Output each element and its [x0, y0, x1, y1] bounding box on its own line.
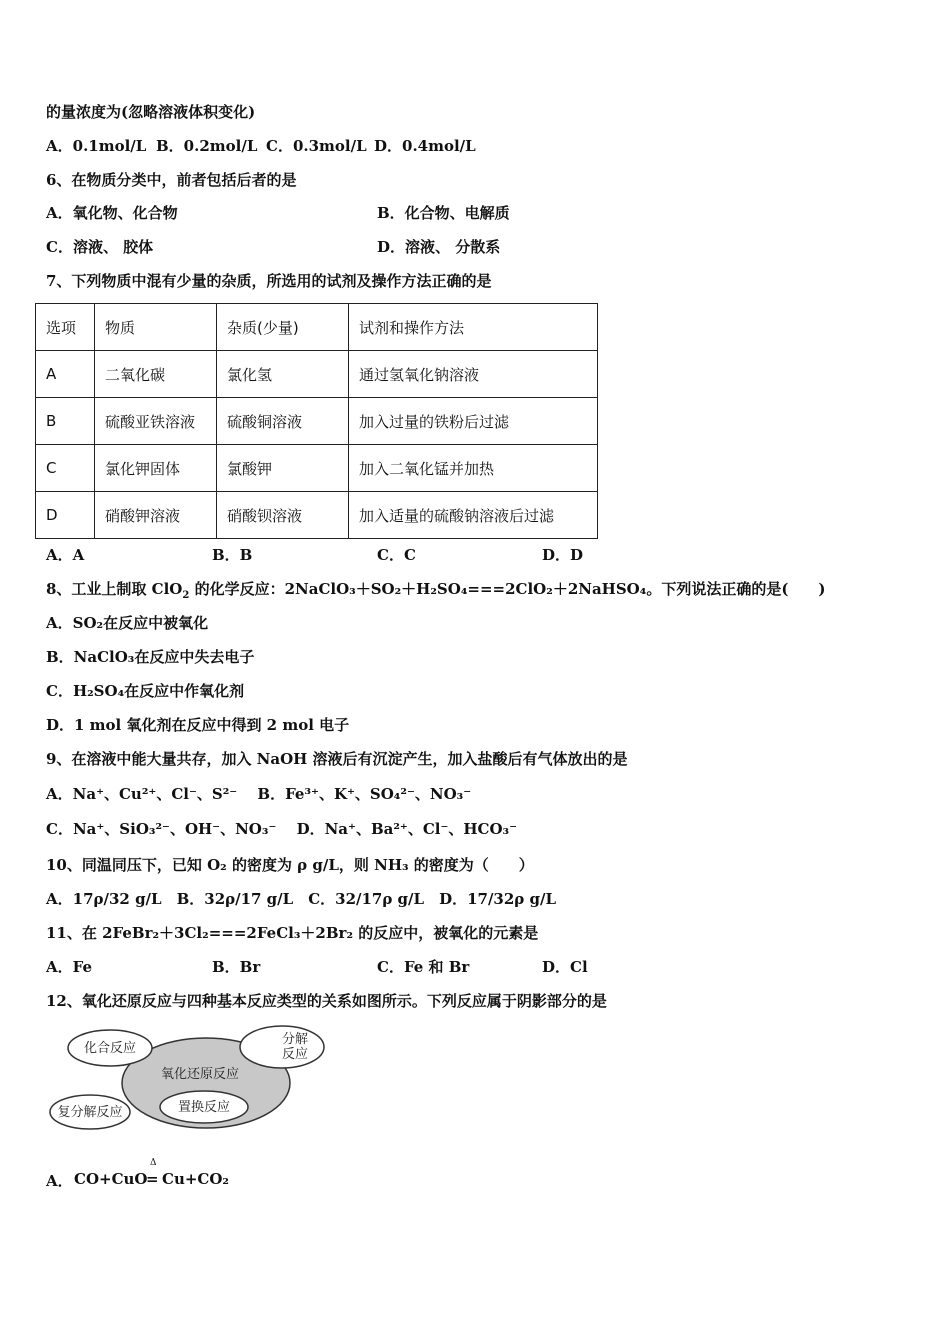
- replacement-label: 置换反应: [177, 1100, 231, 1115]
- table-row: [36, 351, 598, 398]
- table-header-cell: 选项: [36, 304, 95, 351]
- q9-stem: 9、在溶液中能大量共存，加入 NaOH 溶液后有沉淀产生，加入盐酸后有气体放出的是: [46, 750, 628, 768]
- table-cell: D: [36, 492, 95, 539]
- q6-stem: 6、在物质分类中，前者包括后者的是: [46, 171, 297, 189]
- table-header-cell: 试剂和操作方法: [349, 304, 598, 351]
- q11-answer-a: A．Fe: [46, 958, 93, 976]
- q11-stem: 11、在 2FeBr₂＋3Cl₂===2FeCl₃＋2Br₂ 的反应中，被氧化的元素是: [46, 924, 539, 942]
- table-cell: 氯化氢: [217, 351, 349, 398]
- q8-option-a: A．SO₂在反应中被氧化: [46, 614, 209, 632]
- q8-formula-sub: 2: [182, 590, 190, 601]
- table-header-row: [36, 304, 598, 351]
- decomposition-label-1: 分解: [281, 1032, 309, 1047]
- table-cell: 加入过量的铁粉后过滤: [349, 398, 598, 445]
- q11-answer-d: D．Cl: [542, 958, 588, 976]
- heat-condition: Δ: [150, 1158, 157, 1168]
- q10-stem: 10、同温同压下，已知 O₂ 的密度为 ρ g/L，则 NH₃ 的密度为（ ）: [46, 856, 534, 874]
- table-row: [36, 445, 598, 492]
- q8-option-d: D．1 mol 氧化剂在反应中得到 2 mol 电子: [46, 716, 350, 734]
- q7-table: [35, 303, 598, 539]
- q12-stem: 12、氧化还原反应与四种基本反应类型的关系如图所示。下列反应属于阴影部分的是: [46, 992, 607, 1010]
- table-cell: B: [36, 398, 95, 445]
- q8-stem: [46, 579, 826, 599]
- table-cell: 氯酸钾: [217, 445, 349, 492]
- q6-option-b: B．化合物、电解质: [377, 204, 510, 222]
- table-header-cell: 物质: [95, 304, 217, 351]
- q11-answer-c: C．Fe 和 Br: [377, 958, 470, 976]
- q8-prefix: 8、工业上制取: [46, 580, 152, 598]
- q5-option-c: C．0.3mol/L: [266, 137, 367, 155]
- q8-equation: 2NaClO₃＋SO₂＋H₂SO₄===2ClO₂＋2NaHSO₄: [284, 580, 647, 598]
- q12-option-a-reactants: CO+CuO: [74, 1170, 148, 1188]
- q10-options: A．17ρ/32 g/L B．32ρ/17 g/L C．32/17ρ g/L D．17/32ρ g/L: [46, 890, 557, 908]
- q8-formula: ClO: [151, 580, 183, 598]
- q12-option-a-sign: =: [146, 1170, 159, 1188]
- q6-option-d: D．溶液、 分散系: [377, 238, 501, 256]
- q9-options-ab: A．Na⁺、Cu²⁺、Cl⁻、S²⁻ B．Fe³⁺、K⁺、SO₄²⁻、NO₃⁻: [46, 785, 472, 803]
- q7-answer-a: A．A: [46, 546, 85, 564]
- q5-option-b: B．0.2mol/L: [156, 137, 258, 155]
- q5-stem-tail: 的量浓度为(忽略溶液体积变化): [46, 103, 256, 121]
- table-cell: C: [36, 445, 95, 492]
- table-cell: 硫酸铜溶液: [217, 398, 349, 445]
- q12-option-a-products: Cu+CO₂: [162, 1170, 229, 1188]
- table-cell: 硫酸亚铁溶液: [95, 398, 217, 445]
- table-cell: 二氧化碳: [95, 351, 217, 398]
- table-cell: 硝酸钾溶液: [95, 492, 217, 539]
- reaction-venn-diagram: [46, 1025, 336, 1135]
- table-cell: 通过氢氧化钠溶液: [349, 351, 598, 398]
- q8-option-c: C．H₂SO₄在反应中作氧化剂: [46, 682, 245, 700]
- q12-option-a-prefix: A．: [46, 1172, 73, 1190]
- q8-suffix: 。下列说法正确的是( ): [646, 580, 826, 598]
- q11-answer-b: B．Br: [212, 958, 261, 976]
- table-cell: A: [36, 351, 95, 398]
- q9-options-cd: C．Na⁺、SiO₃²⁻、OH⁻、NO₃⁻ D．Na⁺、Ba²⁺、Cl⁻、HCO₃⁻: [46, 820, 518, 838]
- double-decomposition-label: 复分解反应: [57, 1105, 123, 1120]
- table-cell: 硝酸钡溶液: [217, 492, 349, 539]
- table-cell: 加入二氧化锰并加热: [349, 445, 598, 492]
- table-row: [36, 398, 598, 445]
- q8-option-b: B．NaClO₃在反应中失去电子: [46, 648, 255, 666]
- decomposition-label-2: 反应: [281, 1047, 309, 1062]
- q7-answer-c: C．C: [377, 546, 416, 564]
- table-cell: 加入适量的硫酸钠溶液后过滤: [349, 492, 598, 539]
- q5-option-d: D．0.4mol/L: [374, 137, 476, 155]
- q8-mid: 的化学反应：: [189, 580, 285, 598]
- q6-option-a: A．氧化物、化合物: [46, 204, 178, 222]
- combination-label: 化合反应: [83, 1041, 137, 1056]
- table-cell: 氯化钾固体: [95, 445, 217, 492]
- redox-label: 氧化还原反应: [160, 1067, 240, 1082]
- table-row: [36, 492, 598, 539]
- table-header-cell: 杂质(少量): [217, 304, 349, 351]
- q7-stem: 7、下列物质中混有少量的杂质，所选用的试剂及操作方法正确的是: [46, 272, 492, 290]
- q5-option-a: A．0.1mol/L: [46, 137, 147, 155]
- q7-answer-d: D．D: [542, 546, 584, 564]
- q7-answer-b: B．B: [212, 546, 253, 564]
- q6-option-c: C．溶液、 胶体: [46, 238, 154, 256]
